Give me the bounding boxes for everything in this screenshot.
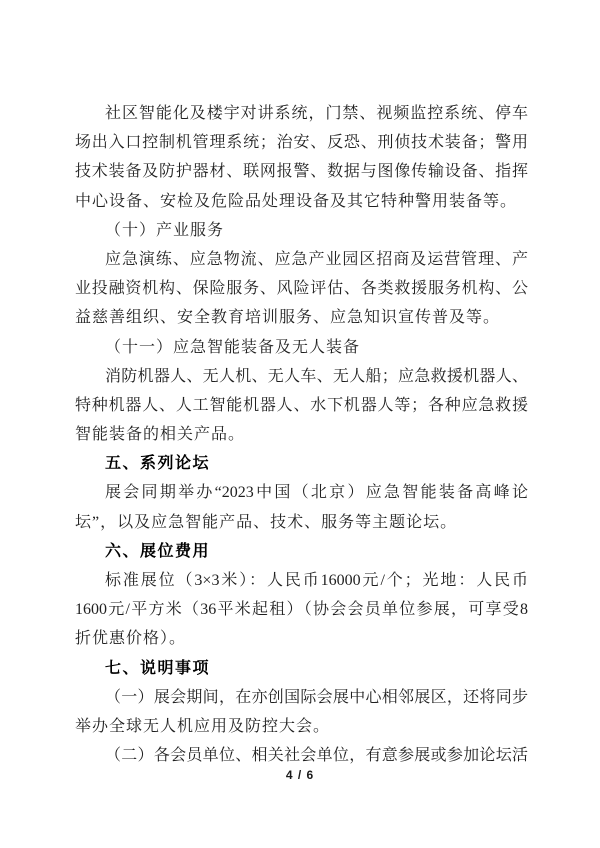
section-heading: 五、系列论坛 [105,455,211,473]
text-line: 特种机器人、人工智能机器人、水下机器人等；各种应急救援 [75,396,528,414]
text-line: 消防机器人、无人机、无人车、无人船；应急救援机器人、 [105,367,528,385]
text-line: （一）展会期间，在亦创国际会展中心相邻展区，还将同步 [105,688,528,706]
text-line: 1600元/平方米（36平米起租）（协会会员单位参展，可享受8 [75,601,528,619]
text-line: 应急演练、应急物流、应急产业园区招商及运营管理、产 [105,250,528,268]
text-line: 社区智能化及楼宇对讲系统，门禁、视频监控系统、停车 [105,105,528,122]
page-number: 4 / 6 [285,768,315,782]
text-line: 业投融资机构、保险服务、风险评估、各类救援服务机构、公 [75,280,528,298]
text-line: 益慈善组织、安全教育培训服务、应急知识宣传普及等。 [75,309,501,327]
text-line: 中心设备、安检及危险品处理设备及其它特种警用装备等。 [75,192,518,210]
text-line: 智能装备的相关产品。 [75,426,246,444]
text-line: 折优惠价格）。 [75,630,187,648]
document-body [75,99,528,770]
text-line: （十）产业服务 [105,221,225,239]
text-line: （二）各会员单位、相关社会单位，有意参展或参加论坛活 [105,747,528,765]
text-line: （十一）应急智能装备及无人装备 [105,338,361,356]
section-heading: 六、展位费用 [105,542,211,560]
text-line: 技术装备及防护器材、联网报警、数据与图像传输设备、指挥 [75,163,528,181]
text-line: 展会同期举办“2023中国（北京）应急智能装备高峰论 [105,484,528,502]
text-line: 标准展位（3×3米）：人民币16000元/个；光地：人民币 [105,572,528,589]
text-line: 举办全球无人机应用及防控大会。 [75,717,331,735]
text-line: 场出入口控制机管理系统；治安、反恐、刑侦技术装备；警用 [75,134,528,152]
section-heading: 七、说明事项 [105,659,211,677]
text-line: 坛”，以及应急智能产品、技术、服务等主题论坛。 [75,513,458,531]
